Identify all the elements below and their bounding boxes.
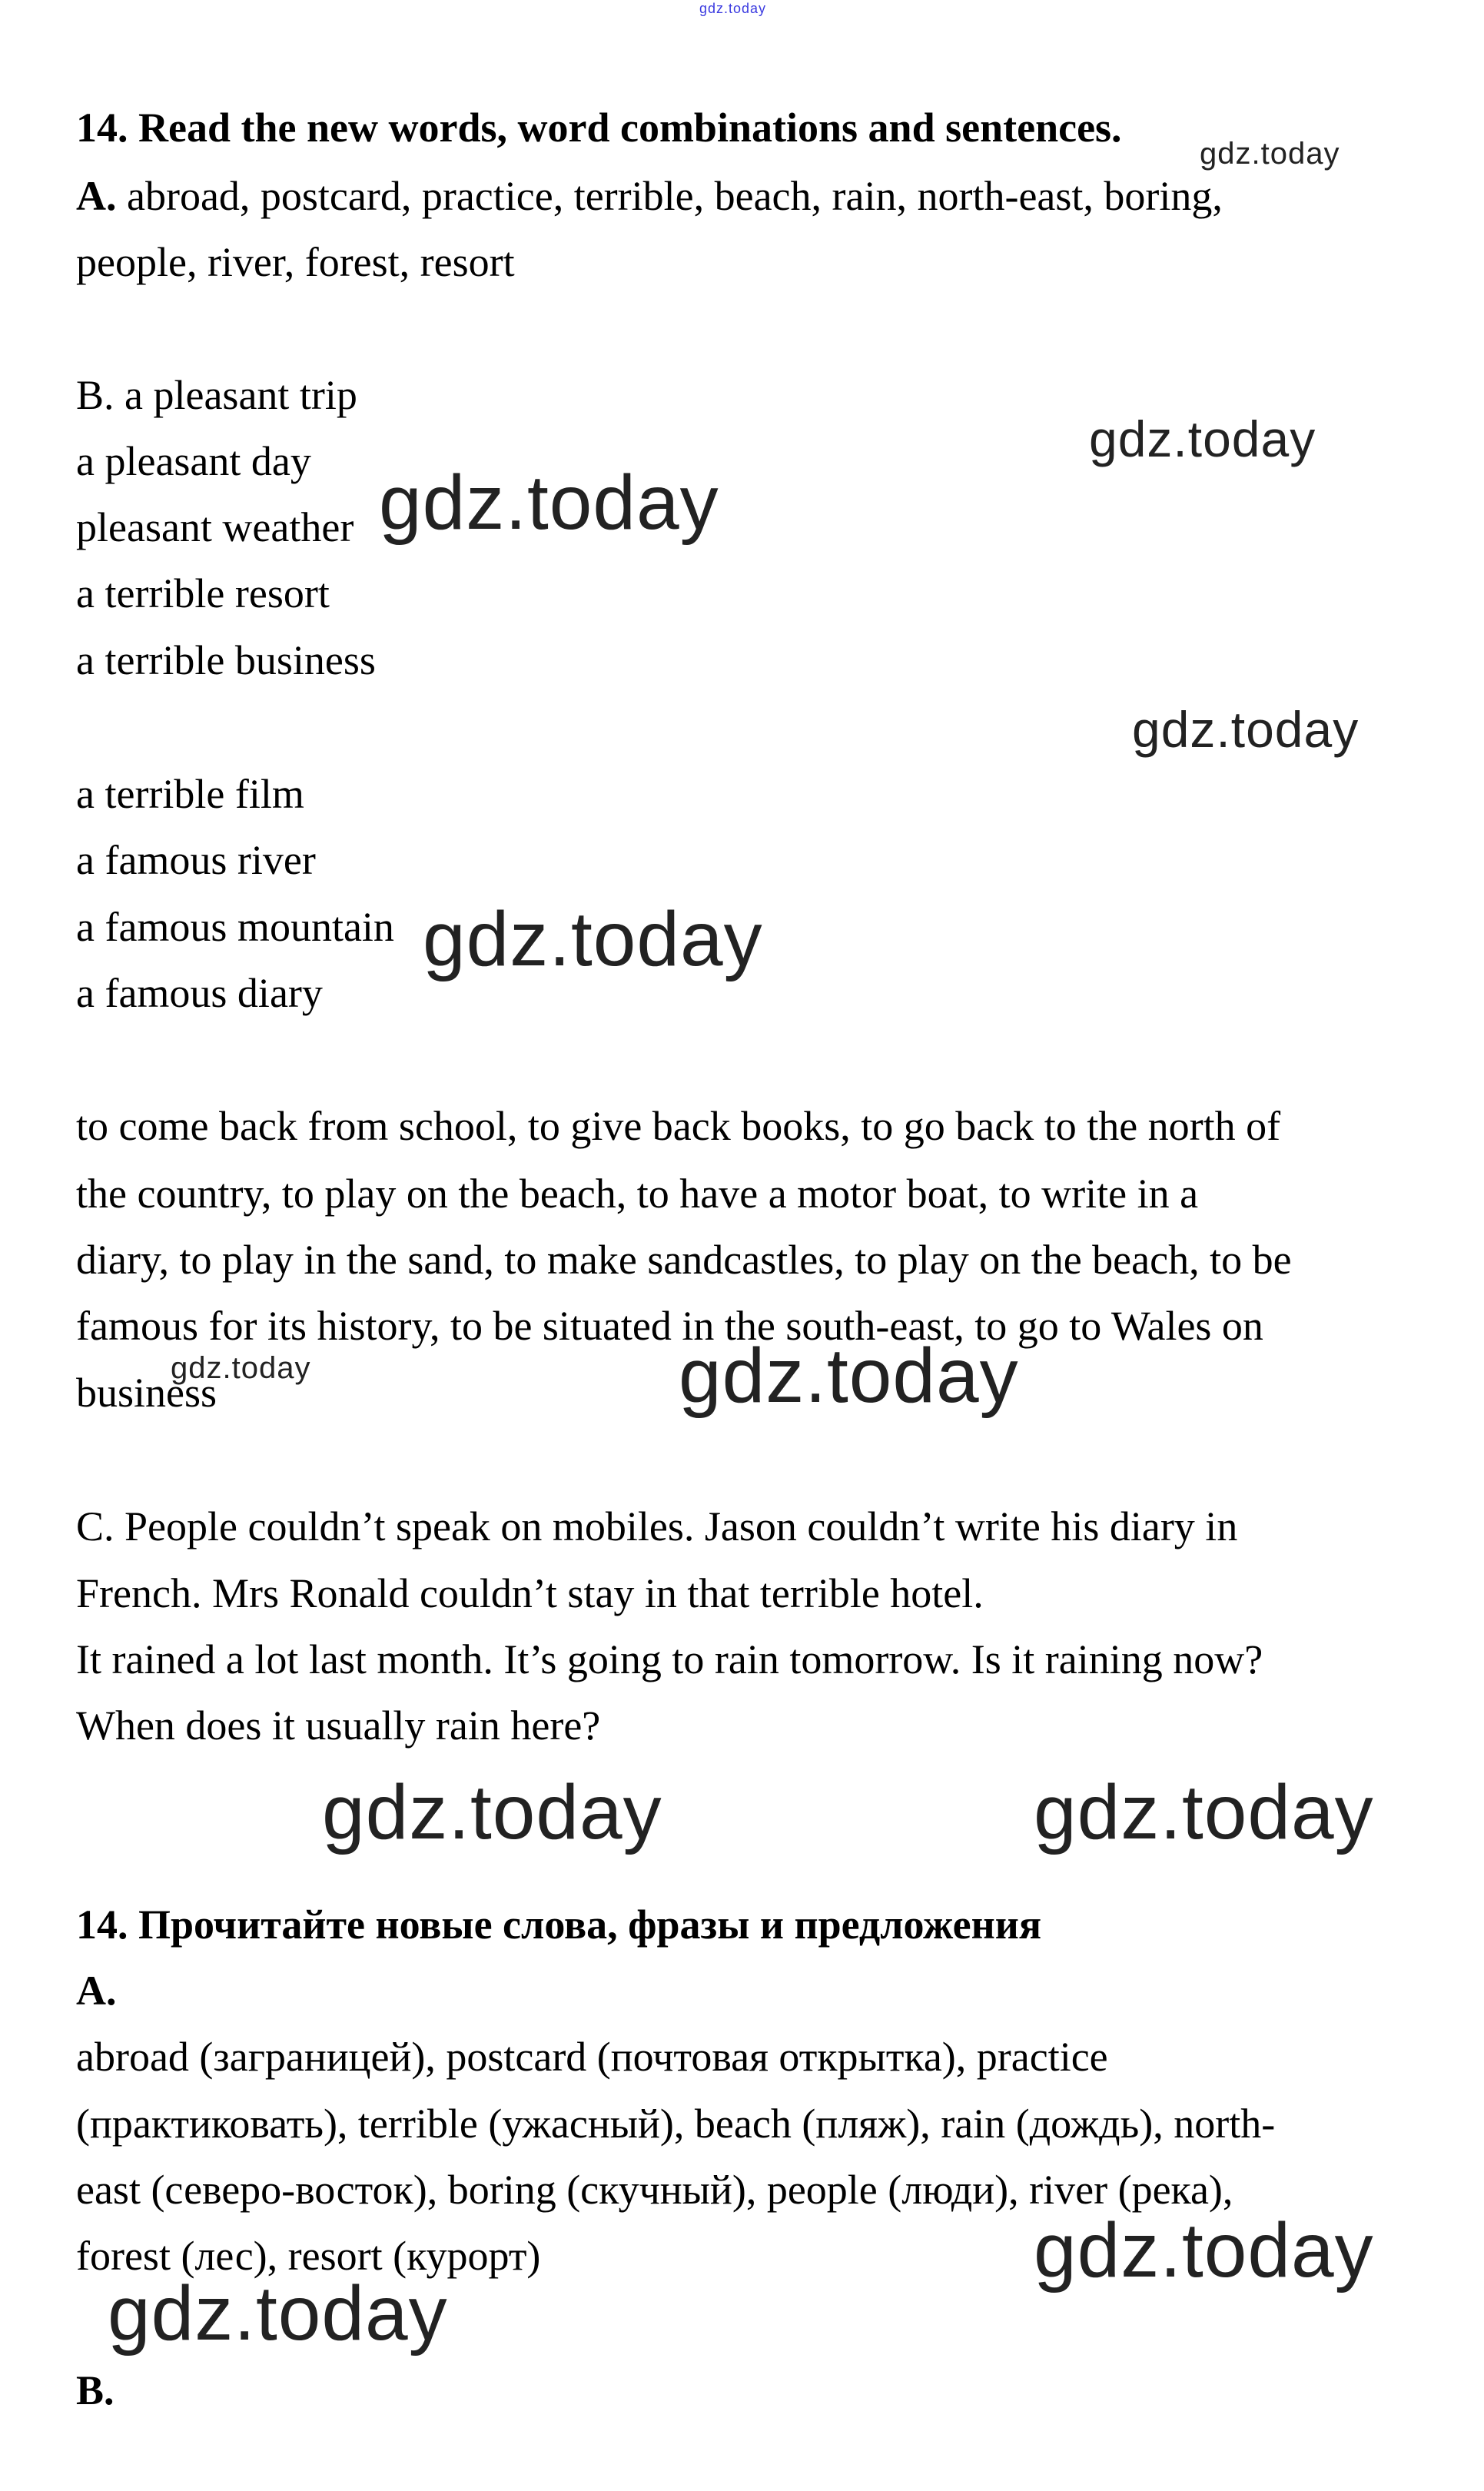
exercise-heading: 14. Read the new words, word combinations and sentences. — [76, 105, 1122, 151]
translation-b-label: B. — [76, 2367, 115, 2413]
section-c-line: It rained a lot last month. It’s going to rain tomorrow. Is it raining now? — [76, 1636, 1263, 1682]
translation-a-label: A. — [76, 1968, 117, 2014]
watermark: gdz.today — [322, 1769, 662, 1855]
watermark: gdz.today — [1200, 137, 1340, 171]
phrases-line: to come back from school, to give back books, to go back to the north of — [76, 1103, 1281, 1149]
watermark: gdz.today — [423, 896, 763, 982]
section-a-line — [76, 173, 1223, 219]
section-b-item: a terrible business — [76, 637, 376, 683]
phrases-line: the country, to play on the beach, to have a motor boat, to write in a — [76, 1171, 1199, 1217]
section-b-item: a famous river — [76, 837, 316, 883]
phrases-line: business — [76, 1370, 217, 1416]
translation-line: forest (лес), resort (курорт) — [76, 2233, 541, 2279]
section-b-item: a pleasant day — [76, 438, 311, 484]
section-b-item: a famous diary — [76, 970, 323, 1016]
section-b-item: a terrible resort — [76, 570, 330, 616]
translation-heading: 14. Прочитайте новые слова, фразы и предложения — [76, 1901, 1042, 1948]
watermark: gdz.today — [1132, 701, 1360, 758]
section-a-line: people, river, forest, resort — [76, 239, 515, 285]
section-b-item: a famous mountain — [76, 904, 394, 950]
section-c-line: French. Mrs Ronald couldn’t stay in that terrible hotel. — [76, 1570, 984, 1616]
section-c-line: C. People couldn’t speak on mobiles. Jason couldn’t write his diary in — [76, 1503, 1238, 1549]
section-b-item: a terrible film — [76, 771, 304, 817]
phrases-line: diary, to play in the sand, to make sandcastles, to play on the beach, to be — [76, 1237, 1292, 1283]
section-c-line: When does it usually rain here? — [76, 1702, 601, 1749]
watermark: gdz.today — [1034, 1769, 1374, 1855]
section-b-item: pleasant weather — [76, 504, 354, 550]
section-a-label: A. — [76, 173, 117, 219]
translation-line: abroad (заграницей), postcard (почтовая открытка), practice — [76, 2034, 1108, 2080]
watermark: gdz.today — [379, 460, 719, 546]
watermark: gdz.today — [679, 1333, 1019, 1419]
translation-line: east (северо-восток), boring (скучный), people (люди), river (река), — [76, 2167, 1233, 2213]
section-a-text: abroad, postcard, practice, terrible, beach, rain, north-east, boring, — [116, 173, 1223, 219]
watermark: gdz.today — [171, 1351, 311, 1385]
watermark: gdz.today — [108, 2270, 448, 2356]
phrases-line: famous for its history, to be situated in the south-east, to go to Wales on — [76, 1303, 1263, 1349]
watermark: gdz.today — [1089, 410, 1316, 467]
section-b-item: B. a pleasant trip — [76, 372, 357, 418]
watermark: gdz.today — [1034, 2207, 1374, 2293]
watermark: gdz.today — [699, 1, 767, 16]
translation-line: (практиковать), terrible (ужасный), beach (пляж), rain (дождь), north- — [76, 2101, 1276, 2147]
